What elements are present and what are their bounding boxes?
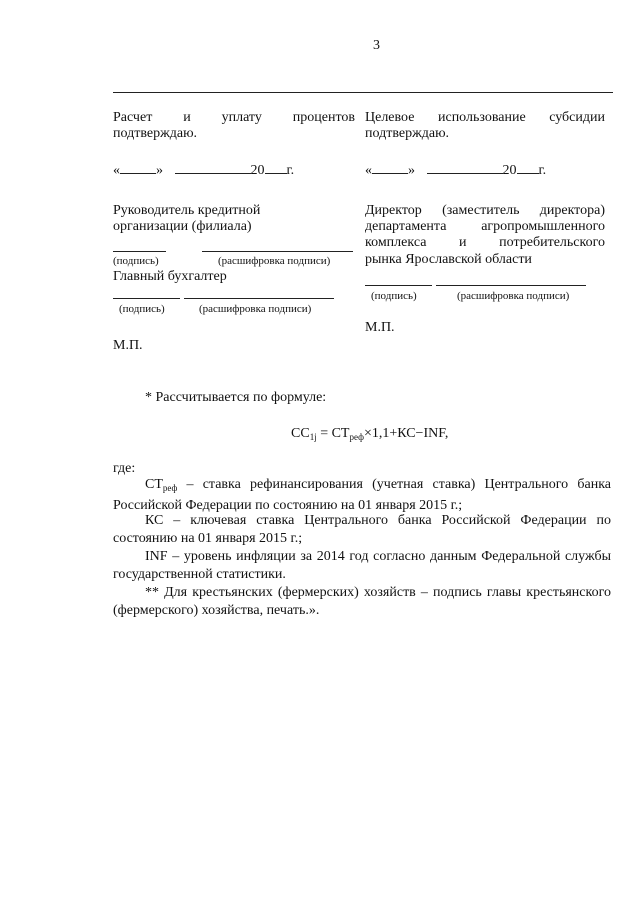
- definition-inf: [113, 548, 611, 584]
- def-kc-text: КС – ключевая ставка Центрального банка Российской Федерации по состоянию на 01 января 2015 г.;: [113, 513, 611, 546]
- word: и: [459, 235, 467, 250]
- right-signature-decode-label: (расшифровка подписи): [457, 290, 570, 302]
- definition-st: [113, 476, 611, 515]
- year-blank: [265, 162, 287, 174]
- word: Целевое: [365, 110, 415, 125]
- def-st-text: – ставка рефинансирования (учетная ставка) Центрального банка Российской Федерации по состоянию на 01 января 2015 г.;: [113, 477, 611, 513]
- quote-open: «: [365, 163, 372, 178]
- formula-cc: СС: [291, 426, 310, 441]
- left-signature-decode-line: [202, 251, 353, 252]
- formula-cc-subscript: 1j: [309, 432, 317, 442]
- word: и: [183, 110, 191, 125]
- left-signature-decode-label: (расшифровка подписи): [218, 255, 331, 267]
- word: Директор: [365, 203, 422, 218]
- formula-st-subscript: реф: [349, 432, 364, 442]
- note-farm-text: ** Для крестьянских (фермерских) хозяйств – подпись главы крестьянского (фермерского) хозяйства, печать.».: [113, 585, 611, 618]
- left-confirm-line-2: подтверждаю.: [113, 126, 198, 141]
- accountant-signature-decode-label: (расшифровка подписи): [199, 303, 312, 315]
- year-suffix: г.: [538, 163, 547, 178]
- left-confirm-line-1: [113, 110, 355, 126]
- formula-eq: = СТ: [316, 426, 350, 441]
- month-blank: [427, 162, 503, 174]
- accountant-signature-label: (подпись): [119, 303, 165, 315]
- note-farm: [113, 584, 611, 620]
- month-blank: [175, 162, 251, 174]
- left-stamp-mark: М.П.: [113, 338, 143, 353]
- year-prefix: 20: [502, 163, 517, 178]
- chief-accountant-label: Главный бухгалтер: [113, 269, 227, 284]
- word: использование: [437, 110, 526, 125]
- right-stamp-mark: М.П.: [365, 320, 395, 335]
- accountant-signature-decode-line: [184, 298, 334, 299]
- word: процентов: [292, 110, 355, 125]
- accountant-signature-line: [113, 298, 180, 299]
- left-date-line: [113, 162, 294, 179]
- formula-intro: * Рассчитывается по формуле:: [145, 390, 327, 405]
- right-signature-decode-line: [436, 285, 586, 286]
- word: директора): [539, 203, 605, 218]
- page-number: 3: [373, 38, 380, 53]
- left-head-line-1: Руководитель кредитной: [113, 203, 261, 218]
- word: (заместитель: [442, 203, 520, 218]
- year-prefix: 20: [250, 163, 265, 178]
- quote-close: »: [156, 163, 163, 178]
- word: департамента: [365, 219, 447, 234]
- quote-open: «: [113, 163, 120, 178]
- header-rule: [113, 92, 613, 93]
- right-director-line-1: [365, 203, 605, 219]
- right-director-line-4: рынка Ярославской области: [365, 252, 532, 267]
- def-st-subscript: реф: [162, 483, 178, 493]
- right-confirm-line-1: [365, 110, 605, 126]
- right-signature-line: [365, 285, 432, 286]
- year-suffix: г.: [286, 163, 295, 178]
- word: потребительского: [499, 235, 605, 250]
- right-director-line-3: [365, 235, 605, 251]
- left-signature-label: (подпись): [113, 255, 159, 267]
- word: Расчет: [113, 110, 153, 125]
- day-blank: [372, 162, 408, 174]
- right-date-line: [365, 162, 546, 179]
- formula-rest: ×1,1+КС−INF,: [363, 426, 449, 441]
- word: комплекса: [365, 235, 427, 250]
- def-st-symbol: СТ: [145, 477, 163, 492]
- where-label: где:: [113, 461, 136, 476]
- right-director-line-2: [365, 219, 605, 235]
- definition-kc: [113, 512, 611, 548]
- word: субсидии: [549, 110, 605, 125]
- word: агропромышленного: [481, 219, 605, 234]
- formula: [291, 426, 448, 445]
- left-head-line-2: организации (филиала): [113, 219, 252, 234]
- right-confirm-line-2: подтверждаю.: [365, 126, 450, 141]
- day-blank: [120, 162, 156, 174]
- word: уплату: [221, 110, 262, 125]
- left-signature-line: [113, 251, 166, 252]
- right-signature-label: (подпись): [371, 290, 417, 302]
- def-inf-text: INF – уровень инфляции за 2014 год согласно данным Федеральной службы государственной статистики.: [113, 549, 611, 582]
- quote-close: »: [408, 163, 415, 178]
- year-blank: [517, 162, 539, 174]
